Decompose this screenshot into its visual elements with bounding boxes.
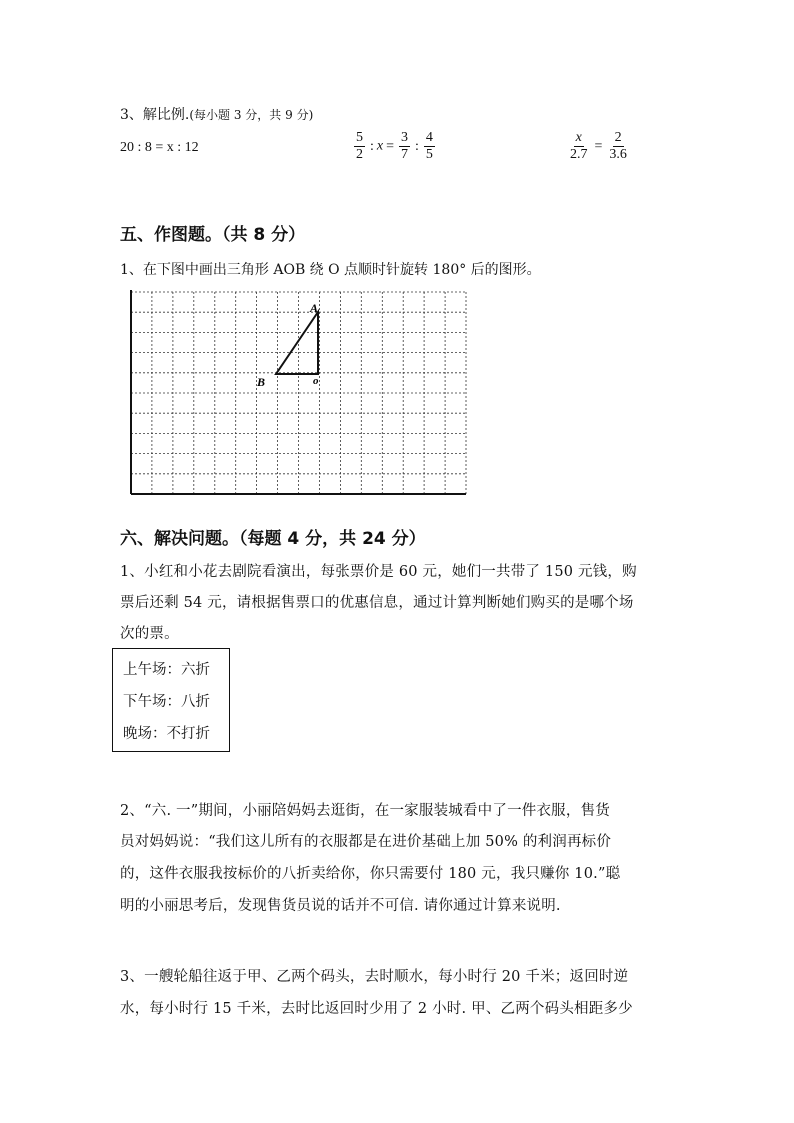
section6-heading: 六、解决问题。（每题 4 分，共 24 分） bbox=[120, 529, 426, 549]
eq3-f2-num: 2 bbox=[614, 130, 622, 145]
eq3-fraction-2 bbox=[607, 130, 629, 163]
grid-lines bbox=[131, 292, 466, 494]
equation-1: 20 : 8 = x : 12 bbox=[120, 140, 199, 155]
equation-3 bbox=[566, 130, 631, 163]
section3-title-line bbox=[120, 104, 313, 124]
eq2-var: x bbox=[376, 138, 384, 154]
point-o-label: o bbox=[313, 375, 319, 387]
q3-line: 水，每小时行 15 千米，去时比返回时少用了 2 小时. 甲、乙两个码头相距多少 bbox=[120, 1001, 633, 1017]
eq2-fraction-1 bbox=[354, 130, 365, 163]
point-a-label: A bbox=[310, 301, 319, 315]
eq2-fraction-2 bbox=[399, 130, 410, 163]
q2-line: 2、“六. 一”期间，小丽陪妈妈去逛街，在一家服装城看中了一件衣服，售货 bbox=[120, 803, 610, 819]
eq2-f2-num: 3 bbox=[401, 130, 409, 145]
eq2-f1-num: 5 bbox=[356, 130, 363, 145]
rotation-grid-figure bbox=[128, 290, 468, 496]
eq3-f1-num: x bbox=[575, 130, 582, 145]
q2-line: 员对妈妈说：“我们这儿所有的衣服都是在进价基础上加 50% 的利润再标价 bbox=[120, 834, 612, 850]
q2-line: 的，这件衣服我按标价的八折卖给你，你只需要付 180 元，我只赚你 10.”聪 bbox=[120, 866, 621, 882]
eq2-fraction-3 bbox=[424, 130, 435, 163]
eq3-f2-den: 3.6 bbox=[609, 147, 627, 162]
eq3-f1-den: 2.7 bbox=[570, 147, 588, 162]
point-b-label: B bbox=[257, 375, 266, 389]
q3-line: 3、一艘轮船往返于甲、乙两个码头，去时顺水，每小时行 20 千米；返回时逆 bbox=[120, 969, 629, 985]
discount-evening: 晚场：不打折 bbox=[123, 726, 210, 742]
equation-2 bbox=[352, 130, 437, 163]
eq2-f3-num: 4 bbox=[425, 130, 433, 145]
eq2-f3-den: 5 bbox=[425, 147, 433, 162]
eq3-fraction-1 bbox=[568, 130, 590, 163]
q1-line: 1、小红和小花去剧院看演出，每张票价是 60 元，她们一共带了 150 元钱，购 bbox=[120, 564, 637, 580]
eq2-colon-2: : bbox=[415, 138, 419, 154]
discount-morning: 上午场：六折 bbox=[123, 662, 210, 678]
q2-line: 明的小丽思考后，发现售货员说的话并不可信. 请你通过计算来说明. bbox=[120, 898, 561, 914]
eq2-colon-1: : bbox=[370, 138, 374, 154]
triangle-aob bbox=[276, 312, 318, 374]
section5-question-1: 1、在下图中画出三角形 AOB 绕 O 点顺时针旋转 180° 后的图形。 bbox=[120, 262, 541, 278]
discount-afternoon: 下午场：八折 bbox=[123, 694, 210, 710]
q1-line: 票后还剩 54 元，请根据售票口的优惠信息，通过计算判断她们购买的是哪个场 bbox=[120, 595, 634, 611]
eq2-equals: = bbox=[386, 138, 395, 154]
q1-line: 次的票。 bbox=[120, 626, 179, 642]
eq3-equals: = bbox=[594, 138, 603, 154]
section5-heading: 五、作图题。（共 8 分） bbox=[120, 225, 306, 245]
eq2-f2-den: 7 bbox=[401, 147, 409, 162]
section3-title: 3、解比例. bbox=[120, 107, 190, 123]
section3-note: (每小题 3 分，共 9 分) bbox=[189, 108, 314, 122]
eq2-f1-den: 2 bbox=[356, 147, 363, 162]
discount-box bbox=[112, 648, 230, 752]
